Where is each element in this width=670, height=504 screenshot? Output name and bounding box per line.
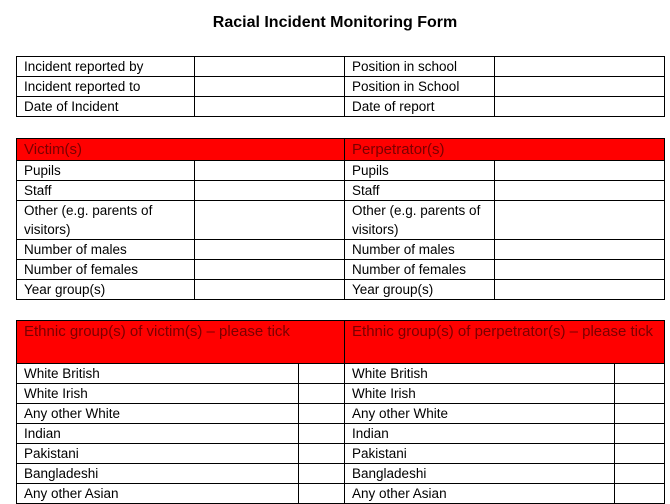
- ethnic-perp-label: White British: [345, 364, 615, 384]
- victim-row-input[interactable]: [195, 201, 345, 240]
- ethnic-victim-tick[interactable]: [299, 444, 345, 464]
- table-header-row: [17, 139, 665, 161]
- ethnic-victim-tick[interactable]: [299, 404, 345, 424]
- perp-row-label: Number of females: [345, 260, 495, 280]
- table-row: [17, 97, 665, 117]
- ethnic-perp-tick[interactable]: [615, 424, 665, 444]
- victim-row-input[interactable]: [195, 280, 345, 300]
- perp-row-label: Staff: [345, 181, 495, 201]
- ethnic-victim-tick[interactable]: [299, 384, 345, 404]
- victim-row-label: Number of males: [17, 240, 195, 260]
- table-row: [17, 464, 665, 484]
- input-reported-by[interactable]: [195, 57, 345, 77]
- table-header-row: [17, 321, 665, 364]
- table-row: [17, 444, 665, 464]
- perp-row-input[interactable]: [495, 260, 665, 280]
- ethnic-victim-tick[interactable]: [299, 464, 345, 484]
- ethnic-victim-label: Any other White: [17, 404, 299, 424]
- ethnic-perp-label: Pakistani: [345, 444, 615, 464]
- input-position-2[interactable]: [495, 77, 665, 97]
- victim-row-input[interactable]: [195, 260, 345, 280]
- table-row: [17, 424, 665, 444]
- label-reported-by: Incident reported by: [17, 57, 195, 77]
- ethnic-victim-header: Ethnic group(s) of victim(s) – please tick: [17, 321, 345, 364]
- victim-row-label: Year group(s): [17, 280, 195, 300]
- table-row: [17, 260, 665, 280]
- incident-details-table: [16, 56, 665, 117]
- ethnic-perp-label: White Irish: [345, 384, 615, 404]
- ethnic-perpetrator-header: Ethnic group(s) of perpetrator(s) – please tick: [345, 321, 665, 364]
- table-row: [17, 161, 665, 181]
- table-row: [17, 484, 665, 504]
- ethnic-victim-label: Bangladeshi: [17, 464, 299, 484]
- input-date-report[interactable]: [495, 97, 665, 117]
- perpetrator-header: Perpetrator(s): [345, 139, 665, 161]
- ethnic-victim-label: Pakistani: [17, 444, 299, 464]
- ethnic-perp-tick[interactable]: [615, 404, 665, 424]
- table-row: [17, 201, 665, 240]
- ethnic-victim-label: Any other Asian: [17, 484, 299, 504]
- perp-row-input[interactable]: [495, 181, 665, 201]
- table-row: [17, 404, 665, 424]
- victim-row-label: Other (e.g. parents of visitors): [17, 201, 195, 240]
- table-row: [17, 280, 665, 300]
- victim-row-label: Number of females: [17, 260, 195, 280]
- label-reported-to: Incident reported to: [17, 77, 195, 97]
- ethnic-group-table: [16, 320, 665, 504]
- ethnic-victim-label: Indian: [17, 424, 299, 444]
- victim-row-input[interactable]: [195, 181, 345, 201]
- ethnic-victim-label: White Irish: [17, 384, 299, 404]
- table-row: [17, 57, 665, 77]
- ethnic-perp-label: Any other White: [345, 404, 615, 424]
- ethnic-victim-tick[interactable]: [299, 484, 345, 504]
- perp-row-input[interactable]: [495, 201, 665, 240]
- input-reported-to[interactable]: [195, 77, 345, 97]
- ethnic-perp-label: Bangladeshi: [345, 464, 615, 484]
- label-date-incident: Date of Incident: [17, 97, 195, 117]
- perp-row-input[interactable]: [495, 280, 665, 300]
- victim-row-input[interactable]: [195, 240, 345, 260]
- perp-row-label: Number of males: [345, 240, 495, 260]
- table-row: [17, 384, 665, 404]
- ethnic-perp-tick[interactable]: [615, 444, 665, 464]
- ethnic-perp-tick[interactable]: [615, 384, 665, 404]
- perp-row-label: Year group(s): [345, 280, 495, 300]
- label-date-report: Date of report: [345, 97, 495, 117]
- victim-perpetrator-table: [16, 138, 665, 300]
- perp-row-label: Pupils: [345, 161, 495, 181]
- ethnic-victim-tick[interactable]: [299, 424, 345, 444]
- victim-header: Victim(s): [17, 139, 345, 161]
- perp-row-input[interactable]: [495, 161, 665, 181]
- ethnic-perp-tick[interactable]: [615, 484, 665, 504]
- table-row: [17, 364, 665, 384]
- perp-row-input[interactable]: [495, 240, 665, 260]
- input-position-1[interactable]: [495, 57, 665, 77]
- form-title: Racial Incident Monitoring Form: [212, 14, 458, 31]
- table-row: [17, 240, 665, 260]
- table-row: [17, 77, 665, 97]
- perp-row-label: Other (e.g. parents of visitors): [345, 201, 495, 240]
- victim-row-label: Pupils: [17, 161, 195, 181]
- ethnic-victim-label: White British: [17, 364, 299, 384]
- ethnic-perp-tick[interactable]: [615, 364, 665, 384]
- label-position-1: Position in school: [345, 57, 495, 77]
- label-position-2: Position in School: [345, 77, 495, 97]
- input-date-incident[interactable]: [195, 97, 345, 117]
- ethnic-victim-tick[interactable]: [299, 364, 345, 384]
- ethnic-perp-tick[interactable]: [615, 464, 665, 484]
- table-row: [17, 181, 665, 201]
- victim-row-label: Staff: [17, 181, 195, 201]
- victim-row-input[interactable]: [195, 161, 345, 181]
- ethnic-perp-label: Any other Asian: [345, 484, 615, 504]
- ethnic-perp-label: Indian: [345, 424, 615, 444]
